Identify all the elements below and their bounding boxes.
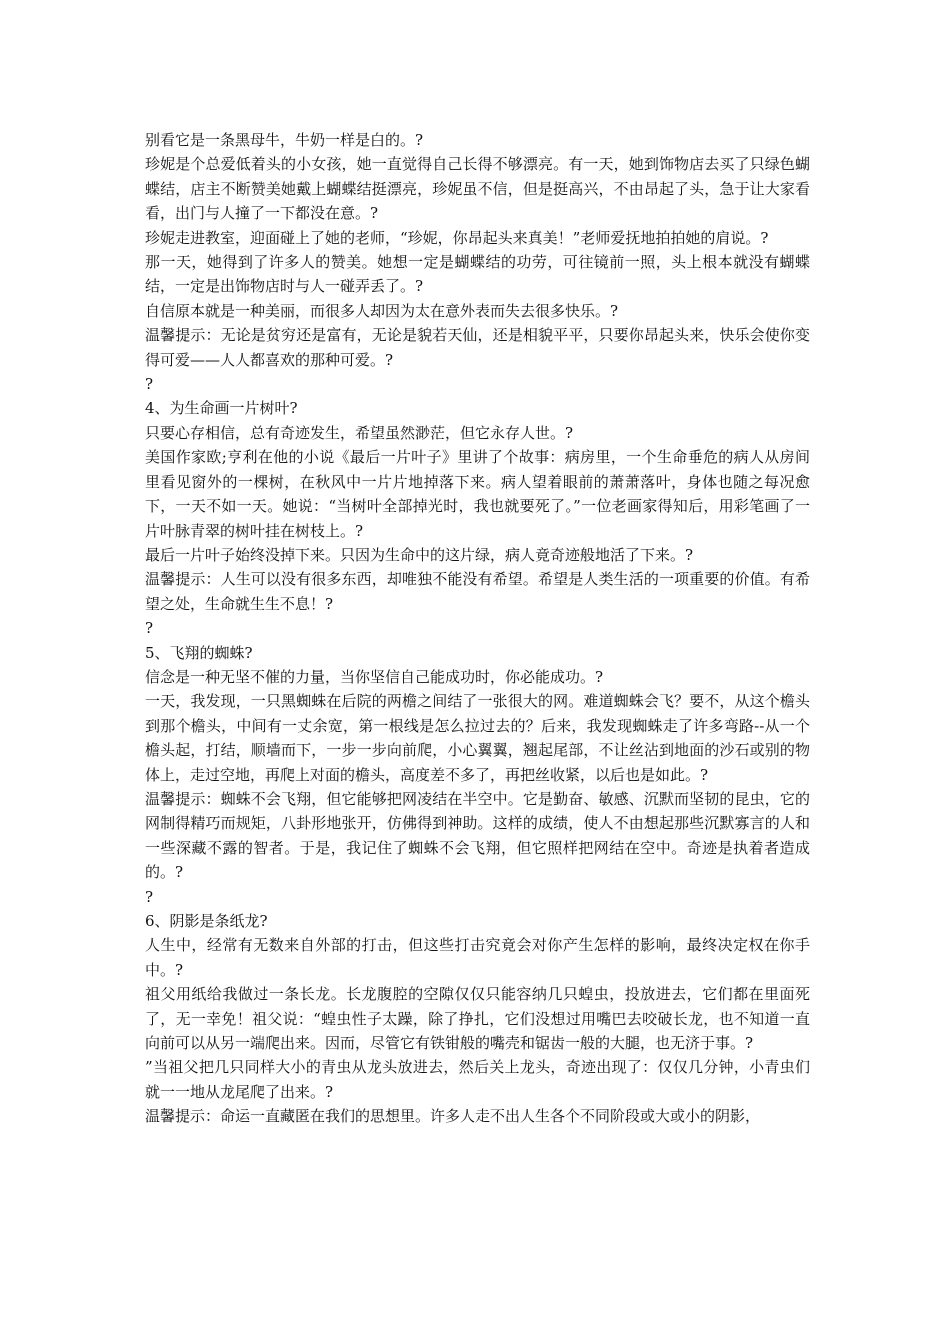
paragraph: ”当祖父把几只同样大小的青虫从龙头放进去，然后关上龙头，奇迹出现了：仅仅几分钟，小青虫们就一一地从龙尾爬了出来。?: [145, 1058, 810, 1101]
paragraph: 只要心存相信，总有奇迹发生，希望虽然渺茫，但它永存人世。?: [145, 423, 574, 442]
spacer-line: ?: [145, 375, 154, 394]
paragraph: 那一天，她得到了许多人的赞美。她想一定是蝴蝶结的功劳，可往镜前一照，头上根本就没有蝴蝶结，一定是出饰物店时与人一碰弄丢了。?: [145, 253, 810, 296]
paragraph: 珍妮走进教室，迎面碰上了她的老师，“珍妮，你昂起头来真美！”老师爱抚地拍拍她的肩说。?: [145, 228, 769, 247]
tip-paragraph: 温馨提示：无论是贫穷还是富有，无论是貌若天仙，还是相貌平平，只要你昂起头来，快乐会使你变得可爱——人人都喜欢的那种可爱。?: [145, 326, 810, 369]
paragraph: 最后一片叶子始终没掉下来。只因为生命中的这片绿，病人竟奇迹般地活了下来。?: [145, 545, 694, 564]
paragraph: 别看它是一条黑母牛，牛奶一样是白的。?: [145, 131, 424, 149]
spacer-line: ?: [145, 619, 154, 638]
section-heading: 5、飞翔的蜘蛛?: [145, 643, 253, 662]
section-heading: 6、阴影是条纸龙?: [145, 912, 268, 930]
paragraph: 自信原本就是一种美丽，而很多人却因为太在意外表而失去很多快乐。?: [145, 301, 619, 320]
paragraph: 人生中，经常有无数来自外部的打击，但这些打击究竟会对你产生怎样的影响，最终决定权在你手中。?: [145, 936, 810, 979]
document-body: [145, 128, 810, 1129]
section-heading: 4、为生命画一片树叶?: [145, 399, 298, 418]
tip-paragraph: 温馨提示：命运一直藏匿在我们的思想里。许多人走不出人生各个不同阶段或大或小的阴影，: [145, 1107, 761, 1126]
paragraph: 一天，我发现，一只黑蜘蛛在后院的两檐之间结了一张很大的网。难道蜘蛛会飞？要不，从这个檐头到那个檐头，中间有一丈余宽，第一根线是怎么拉过去的？后来，我发现蜘蛛走了许多弯路--从一个檐头起，打结，顺墙而下，一步一步向前爬，小心翼翼，翘起尾部，不让丝沾到地面的沙石或别的物体上，走过空地，再爬上对面的檐头，高度差不多了，再把丝收紧，以后也是如此。?: [145, 692, 810, 784]
paragraph: 祖父用纸给我做过一条长龙。长龙腹腔的空隙仅仅只能容纳几只蝗虫，投放进去，它们都在里面死了，无一幸免！祖父说：“蝗虫性子太躁，除了挣扎，它们没想过用嘴巴去咬破长龙，也不知道一直向前可以从另一端爬出来。因而，尽管它有铁钳般的嘴壳和锯齿一般的大腿，也无济于事。?: [145, 985, 810, 1053]
paragraph: 信念是一种无坚不催的力量，当你坚信自己能成功时，你必能成功。?: [145, 667, 604, 686]
paragraph: 美国作家欧;亨利在他的小说《最后一片叶子》里讲了个故事：病房里，一个生命垂危的病人从房间里看见窗外的一棵树，在秋风中一片片地掉落下来。病人望着眼前的萧萧落叶，身体也随之每况愈下，一天不如一天。她说：“当树叶全部掉光时，我也就要死了。”一位老画家得知后，用彩笔画了一片叶脉青翠的树叶挂在树枝上。?: [145, 448, 810, 540]
spacer-line: ?: [145, 887, 154, 906]
tip-paragraph: 温馨提示：人生可以没有很多东西，却唯独不能没有希望。希望是人类生活的一项重要的价值。有希望之处，生命就生生不息！?: [145, 570, 810, 613]
tip-paragraph: 温馨提示：蜘蛛不会飞翔，但它能够把网凌结在半空中。它是勤奋、敏感、沉默而坚韧的昆虫，它的网制得精巧而规矩，八卦形地张开，仿佛得到神助。这样的成绩，使人不由想起那些沉默寡言的人和一些深藏不露的智者。于是，我记住了蜘蛛不会飞翔，但它照样把网结在空中。奇迹是执着者造成的。?: [145, 789, 810, 882]
paragraph: 珍妮是个总爱低着头的小女孩，她一直觉得自己长得不够漂亮。有一天，她到饰物店去买了只绿色蝴蝶结，店主不断赞美她戴上蝴蝶结挺漂亮，珍妮虽不信，但是挺高兴，不由昂起了头，急于让大家看看，出门与人撞了一下都没在意。?: [145, 155, 810, 223]
